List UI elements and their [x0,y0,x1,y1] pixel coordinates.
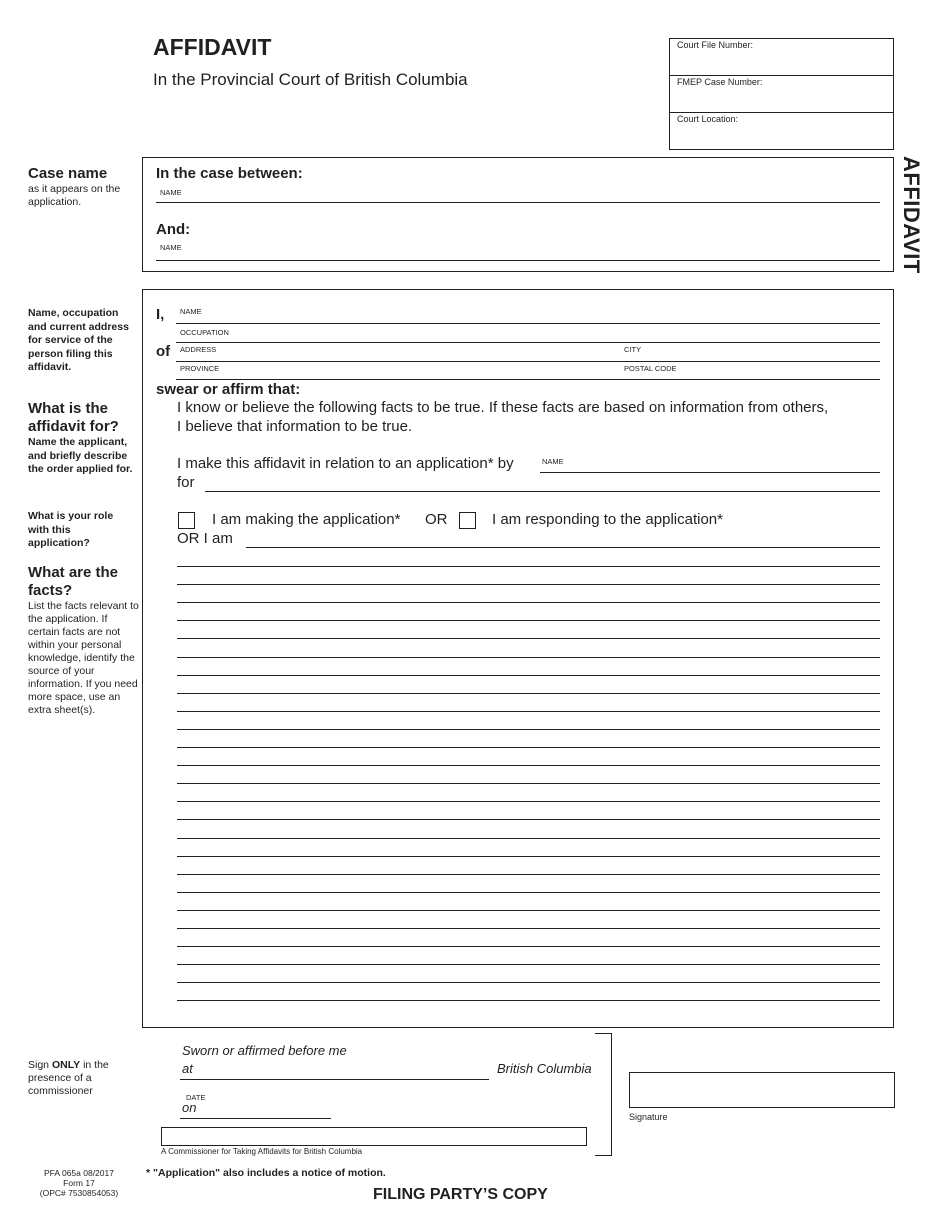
fact-line[interactable] [177,1000,880,1001]
purpose-title: What is the affidavit for? [28,400,119,435]
postal-code-label: POSTAL CODE [624,364,677,373]
commissioner-field[interactable] [161,1127,587,1146]
affidavit-relation-text: I make this affidavit in relation to an application* by [177,455,514,472]
location-field[interactable] [180,1079,489,1080]
date-label: DATE [186,1093,206,1102]
page-subtitle: In the Provincial Court of British Columbia [153,70,468,89]
belief-line-1: I know or believe the following facts to be true. If these facts are based on information from others, [177,399,829,416]
sign-suffix: in the presence of a commissioner [28,1059,109,1097]
fact-line[interactable] [177,874,880,875]
court-file-number-label: Court File Number: [677,40,754,50]
fact-line[interactable] [177,819,880,820]
sworn-before-text: Sworn or affirmed before me [182,1043,347,1058]
facts-guide [28,564,140,717]
fact-line[interactable] [177,982,880,983]
city-label: CITY [624,345,642,354]
i-label: I, [156,306,165,323]
fact-line[interactable] [177,783,880,784]
fmep-case-number-field[interactable] [670,76,893,113]
order-applied-for-field[interactable] [205,491,880,492]
swear-heading: swear or affirm that: [156,381,301,398]
fact-line[interactable] [177,856,880,857]
facts-note: List the facts relevant to the application. If certain facts are not within your personal knowledge, identify the source of your information. If you need more space, use an extra sheet(s). [28,600,139,716]
of-label: of [156,343,171,360]
making-application-label: I am making the application* [212,511,401,528]
fact-line[interactable] [177,566,880,567]
fmep-case-number-label: FMEP Case Number: [677,77,763,87]
province-text: British Columbia [497,1061,592,1076]
sign-prefix: Sign [28,1059,52,1071]
party-one-name-label: NAME [160,188,182,197]
date-field[interactable] [180,1118,331,1119]
purpose-note: Name the applicant, and briefly describe the order applied for. [28,436,133,475]
case-between-heading: In the case between: [156,165,303,182]
fact-line[interactable] [177,638,880,639]
responding-application-label: I am responding to the application* [492,511,723,528]
court-location-label: Court Location: [677,114,739,124]
on-label: on [182,1100,197,1115]
other-role-field[interactable] [246,547,880,548]
at-label: at [182,1061,193,1076]
province-field[interactable] [176,379,880,380]
case-name-note: as it appears on the application. [28,183,121,208]
sign-only: ONLY [51,1059,81,1071]
or-label: OR [425,511,448,528]
fact-line[interactable] [177,765,880,766]
fact-line[interactable] [177,747,880,748]
deponent-name-field[interactable] [176,323,880,324]
opc-number: (OPC# 7530854053) [39,1188,119,1198]
and-label: And: [156,221,191,238]
applicant-name-label: NAME [542,457,564,466]
responding-application-checkbox[interactable] [459,512,476,529]
fact-line[interactable] [177,838,880,839]
address-field[interactable] [176,361,880,362]
commissioner-caption: A Commissioner for Taking Affidavits for British Columbia [161,1147,363,1156]
form-identifier [20,1168,138,1198]
fact-line[interactable] [177,801,880,802]
fact-line[interactable] [177,946,880,947]
belief-line-2: I believe that information to be true. [177,418,413,435]
form-code: PFA 065a 08/2017 [44,1168,114,1178]
page-title: AFFIDAVIT [153,34,272,60]
fact-line[interactable] [177,892,880,893]
fact-line[interactable] [177,584,880,585]
court-file-number-field[interactable] [670,39,893,76]
fact-line[interactable] [177,657,880,658]
province-label: PROVINCE [180,364,220,373]
form-number: Form 17 [63,1178,95,1188]
case-name-guide [28,165,140,209]
address-label: ADDRESS [180,345,217,354]
application-footnote: * "Application" also includes a notice of motion. [146,1167,386,1179]
deponent-name-label: NAME [180,307,202,316]
party-two-name-label: NAME [160,243,182,252]
for-label: for [177,474,195,491]
making-application-checkbox[interactable] [178,512,195,529]
or-i-am-label: OR I am [177,530,233,547]
fact-line[interactable] [177,675,880,676]
court-location-field[interactable] [670,113,893,150]
fact-line[interactable] [177,693,880,694]
copy-label: FILING PARTY’S COPY [373,1186,548,1203]
signature-label: Signature [629,1112,668,1122]
applicant-name-field[interactable] [540,472,880,473]
side-title: AFFIDAVIT [899,156,924,274]
sign-instruction [28,1059,128,1098]
fact-line[interactable] [177,729,880,730]
fact-line[interactable] [177,602,880,603]
case-name-title: Case name [28,165,108,182]
filer-info-guide: Name, occupation and current address for service of the person filing this affidavit. [28,307,129,373]
fact-line[interactable] [177,711,880,712]
signing-bracket [595,1033,612,1156]
party-one-name-field[interactable] [156,202,880,203]
fact-line[interactable] [177,964,880,965]
fact-line[interactable] [177,928,880,929]
fact-line[interactable] [177,620,880,621]
role-question: What is your role with this application? [28,510,114,549]
occupation-field[interactable] [176,342,880,343]
fact-line[interactable] [177,910,880,911]
party-two-name-field[interactable] [156,260,880,261]
occupation-label: OCCUPATION [180,328,229,337]
facts-title: What are the facts? [28,564,119,599]
signature-field[interactable] [629,1072,895,1108]
court-info-box [669,38,894,150]
purpose-guide [28,400,140,477]
